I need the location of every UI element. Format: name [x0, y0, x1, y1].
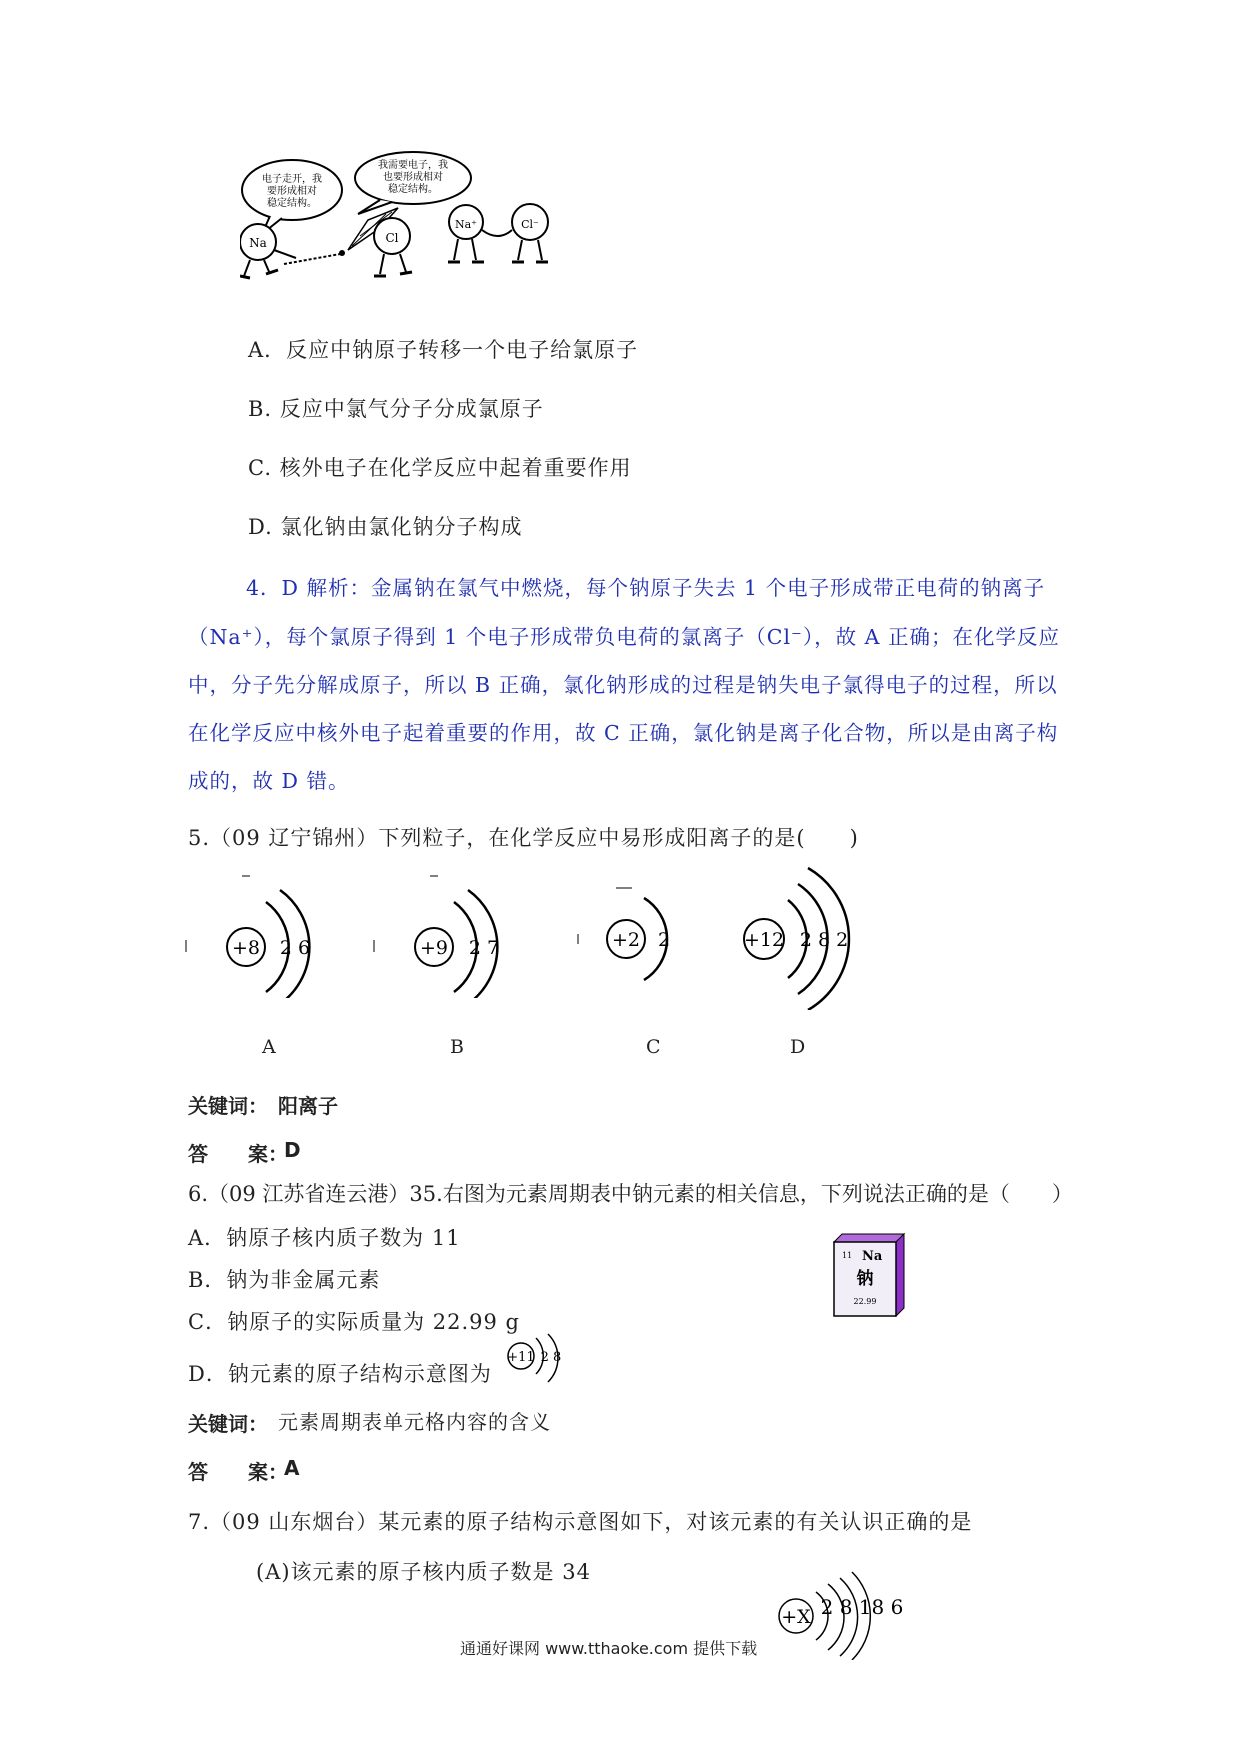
q5-answer-label: 答 案： — [188, 1142, 288, 1166]
page-footer: 通通好课网 www.tthaoke.com 提供下载 — [460, 1639, 758, 1658]
bubble1-line2: 要形成相对 — [267, 186, 317, 197]
sodium-element-tile — [828, 1232, 908, 1318]
q6-option-d: D．钠元素的原子结构示意图为 — [188, 1362, 492, 1386]
analysis-line-3: 中，分子先分解成原子，所以 B 正确，氯化钠形成的过程是钠失电子氯得电子的过程，所以 — [188, 673, 1058, 697]
bubble2-line3: 稳定结构。 — [388, 184, 438, 195]
option-label-c: C — [646, 1036, 661, 1058]
atom-diagram-d — [736, 860, 866, 1010]
atom-d-nucleus: +12 — [743, 929, 785, 951]
tile-symbol: Na — [862, 1249, 883, 1264]
atom-d-shells: 2 8 2 — [799, 929, 849, 951]
q7-option-a: (A)该元素的原子核内质子数是 34 — [256, 1560, 591, 1584]
analysis-line-1: 4．D 解析：金属钠在氯气中燃烧，每个钠原子失去 1 个电子形成带正电荷的钠离子 — [246, 576, 1046, 600]
q6-answer: A — [284, 1456, 300, 1480]
analysis-line-2: （Na⁺），每个氯原子得到 1 个电子形成带负电荷的氯离子（Cl⁻），故 A 正确；在化学反应 — [188, 625, 1060, 649]
option-label-a: A — [262, 1036, 276, 1058]
atom-c-shells: 2 — [657, 929, 671, 951]
q7-atom-nucleus: +X — [781, 1606, 811, 1628]
q7-atom-diagram — [776, 1570, 926, 1660]
q6-option-c: C．钠原子的实际质量为 22.99 g — [188, 1310, 520, 1334]
na-label: Na — [249, 236, 267, 250]
analysis-line-4: 在化学反应中核外电子起着重要的作用，故 C 正确，氯化钠是离子化合物，所以是由离子构 — [188, 721, 1059, 745]
na-atom-nucleus: +11 — [507, 1350, 535, 1365]
atom-a-nucleus: +8 — [231, 937, 261, 959]
atom-diagram-c — [576, 876, 696, 986]
q6-keyword-label: 关键词： — [188, 1412, 268, 1436]
q6-option-a: A．钠原子核内质子数为 11 — [188, 1226, 461, 1250]
bubble2-line2: 也要形成相对 — [383, 172, 443, 183]
q6-keyword: 元素周期表单元格内容的含义 — [278, 1410, 551, 1434]
atom-c-nucleus: +2 — [611, 929, 641, 951]
tile-number: 11 — [842, 1251, 853, 1260]
na-atom-shells: 2 8 — [540, 1350, 562, 1365]
option-label-d: D — [790, 1036, 806, 1058]
atom-diagram-a — [184, 868, 354, 998]
atom-b-nucleus: +9 — [419, 937, 449, 959]
cartoon-illustration — [240, 150, 620, 290]
bubble2-line1: 我需要电子，我 — [378, 160, 448, 171]
q5-answer: D — [284, 1138, 301, 1162]
pair-cl-label: Cl⁻ — [521, 218, 539, 231]
atom-a-shells: 2 6 — [279, 937, 311, 959]
q4-option-b: B. 反应中氯气分子分成氯原子 — [248, 397, 544, 421]
q7-stem: 7.（09 山东烟台）某元素的原子结构示意图如下，对该元素的有关认识正确的是 — [188, 1510, 973, 1534]
q6-stem: 6.（09 江苏省连云港）35.右图为元素周期表中钠元素的相关信息，下列说法正确的是（ ） — [188, 1182, 1073, 1206]
q4-option-a: A．反应中钠原子转移一个电子给氯原子 — [248, 338, 639, 362]
q4-option-c: C. 核外电子在化学反应中起着重要作用 — [248, 456, 632, 480]
q7-atom-shells: 2 8 18 6 — [820, 1595, 904, 1619]
bubble1-line1: 电子走开，我 — [262, 174, 322, 185]
tile-name: 钠 — [856, 1269, 874, 1289]
analysis-line-5: 成的，故 D 错。 — [188, 769, 350, 793]
q4-option-d: D. 氯化钠由氯化钠分子构成 — [248, 515, 523, 539]
na-atom-diagram — [506, 1330, 576, 1390]
atom-diagram-b — [372, 868, 542, 998]
q6-answer-label: 答 案： — [188, 1460, 288, 1484]
q6-option-b: B．钠为非金属元素 — [188, 1268, 381, 1292]
pair-na-label: Na⁺ — [455, 218, 477, 231]
option-label-b: B — [450, 1036, 464, 1058]
cl-label: Cl — [385, 231, 399, 245]
q5-keyword-label: 关键词： — [188, 1094, 268, 1118]
atom-b-shells: 2 7 — [468, 937, 500, 959]
bubble1-line3: 稳定结构。 — [267, 198, 317, 209]
q5-keyword: 阳离子 — [278, 1094, 338, 1118]
tile-mass: 22.99 — [853, 1297, 877, 1306]
q5-stem: 5.（09 辽宁锦州）下列粒子，在化学反应中易形成阳离子的是( ) — [188, 826, 859, 850]
